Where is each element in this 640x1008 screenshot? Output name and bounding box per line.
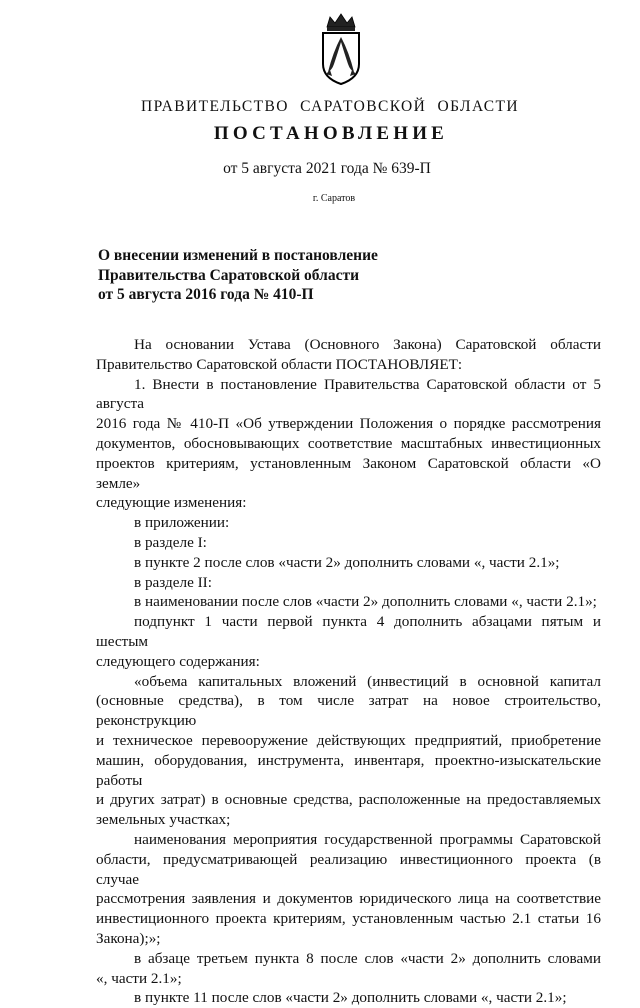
body-line: «, части 2.1»;	[96, 969, 182, 987]
body-line: 2016 года № 410-П «Об утверждении Положения о порядке рассмотрения	[96, 415, 601, 433]
body-line: в разделе I:	[134, 533, 207, 551]
subject-line: от 5 августа 2016 года № 410-П	[98, 286, 314, 303]
body-line: и техническое перевооружение действующих предприятий, приобретение	[96, 731, 601, 749]
body-line: подпункт 1 части первой пункта 4 дополнить абзацами пятым и шестым	[96, 613, 601, 650]
body-line: «объема капитальных вложений (инвестиций в основной капитал	[134, 672, 601, 690]
body-line: в абзаце третьем пункта 8 после слов «части 2» дополнить словами	[134, 949, 601, 967]
body-line: (основные средства), в том числе затрат на новое строительство, реконструкцию	[96, 692, 601, 730]
body-line: и других затрат) в основные средства, расположенные на предоставляемых	[96, 791, 601, 809]
document-city: г. Саратов	[312, 193, 356, 204]
body-line: в наименовании после слов «части 2» дополнить словами «, части 2.1»;	[134, 593, 597, 611]
body-line: наименования мероприятия государственной программы Саратовской	[134, 830, 601, 848]
body-line: проектов критериям, установленным Законом Саратовской области «О земле»	[96, 454, 601, 492]
body-line: рассмотрения заявления и документов юридического лица на соответствие	[96, 890, 601, 908]
body-line: На основании Устава (Основного Закона) Саратовской области	[134, 336, 601, 353]
document-body	[96, 335, 601, 1008]
body-line: в разделе II:	[134, 573, 212, 591]
body-line: в пункте 2 после слов «части 2» дополнить словами «, части 2.1»;	[134, 553, 560, 571]
body-line: машин, оборудования, инструмента, инвентаря, проектно-изыскательские работы	[96, 751, 601, 789]
body-line: следующие изменения:	[96, 494, 247, 512]
subject-line: О внесении изменений в постановление	[98, 247, 378, 264]
saratov-coat-of-arms-icon	[318, 12, 364, 86]
government-title: ПРАВИТЕЛЬСТВО САРАТОВСКОЙ ОБЛАСТИ	[141, 98, 519, 115]
body-line: Закона);»;	[96, 929, 161, 947]
body-line: инвестиционного проекта критериям, установленным частью 2.1 статьи 16	[96, 910, 601, 928]
body-line: Правительство Саратовской области ПОСТАНОВЛЯЕТ:	[96, 355, 463, 373]
document-type: ПОСТАНОВЛЕНИЕ	[213, 123, 449, 144]
subject-line: Правительства Саратовской области	[98, 266, 359, 284]
body-line: земельных участках;	[96, 811, 231, 829]
body-line: следующего содержания:	[96, 652, 260, 670]
body-line: области, предусматривающей реализацию инвестиционного проекта (в случае	[96, 850, 601, 888]
body-line: 1. Внести в постановление Правительства Саратовской области от 5 августа	[96, 375, 601, 413]
body-line: в пункте 11 после слов «части 2» дополнить словами «, части 2.1»;	[134, 989, 567, 1007]
body-line: документов, обосновывающих соответствие масштабных инвестиционных	[96, 434, 601, 452]
document-subject	[98, 246, 418, 305]
body-line: в приложении:	[134, 514, 230, 532]
document-date-number: от 5 августа 2021 года № 639-П	[223, 160, 431, 177]
